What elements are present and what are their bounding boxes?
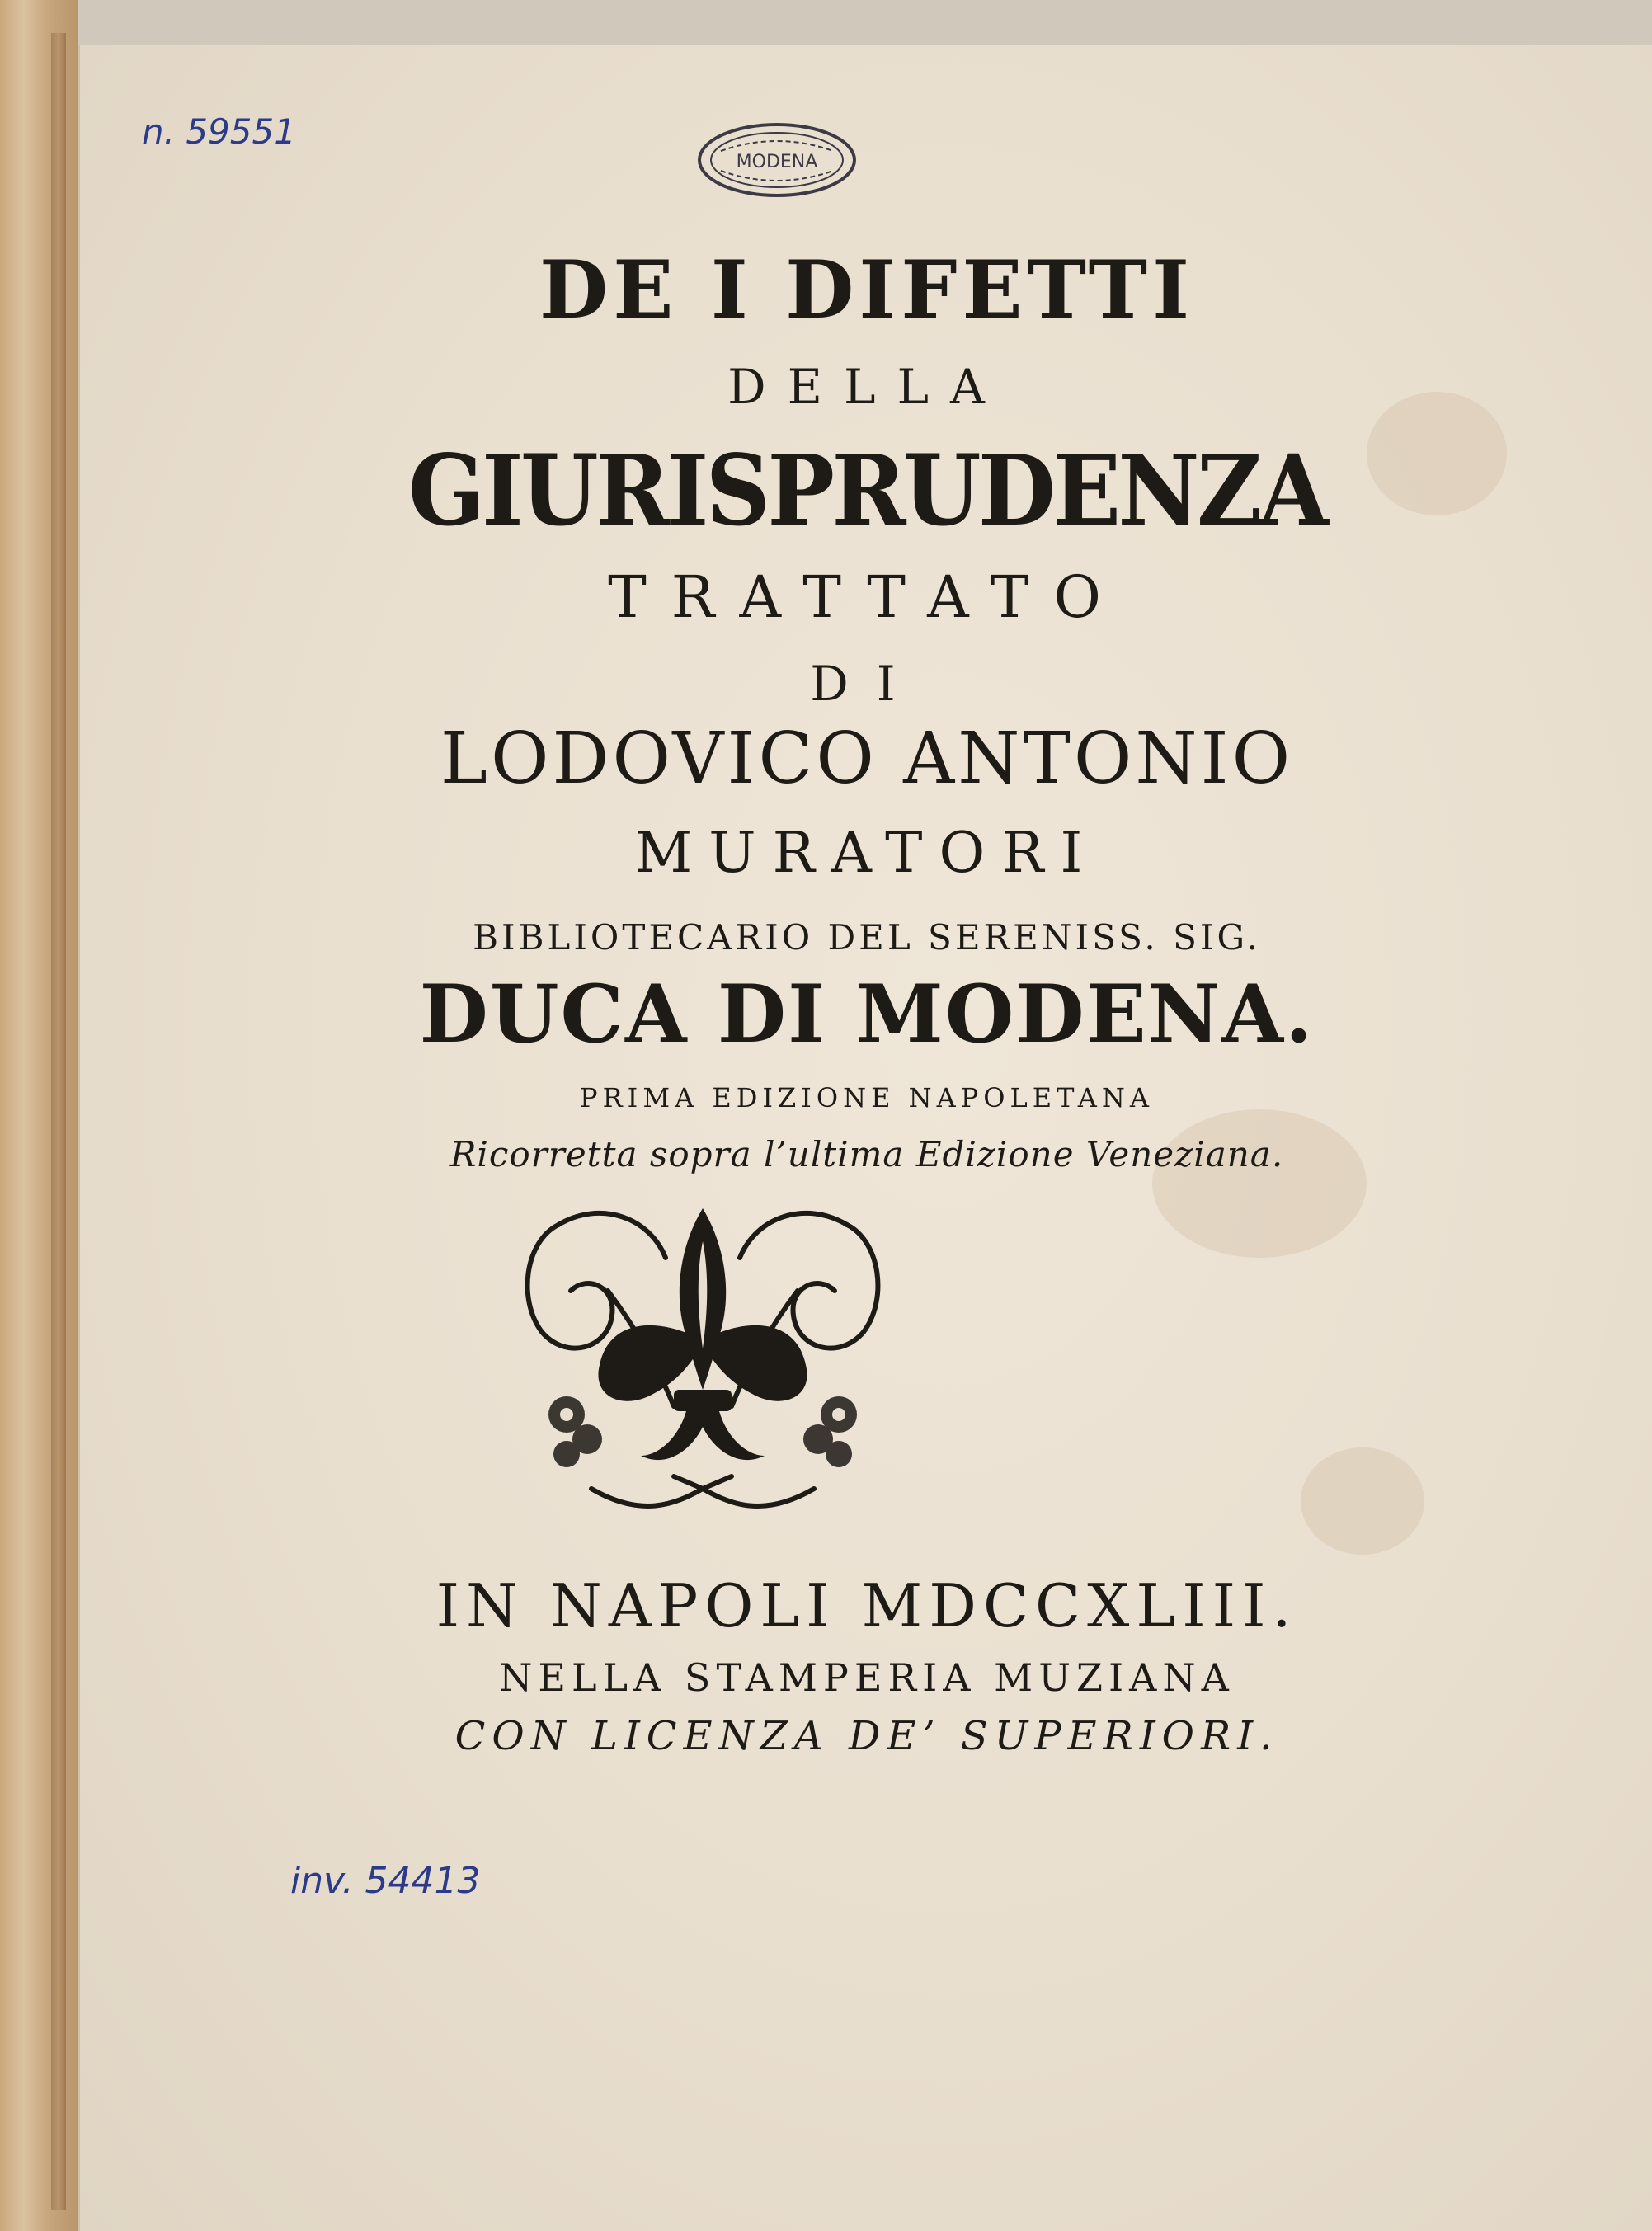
imprint-license [80,1713,1652,1759]
author-role-text: BIBLIOTECARIO DEL SERENISS. SIG. [473,917,1261,958]
edition-note-text: Ricorretta sopra l’ultima Edizione Veneziana. [449,1134,1284,1174]
foxing-stain [1301,1447,1424,1555]
imprint-printer-text: NELLA STAMPERIA MUZIANA [499,1655,1235,1700]
title-line-2-text: DELLA [727,359,1006,415]
foxing-stain [1152,1109,1367,1258]
handwritten-inventory-number: inv. 54413 [290,1860,481,1902]
stamp-text: MODENA [736,152,818,172]
imprint-license-text: CON LICENZA DE’ SUPERIORI. [454,1713,1279,1759]
title-line-3-text: GIURISPRUDENZA [407,433,1326,548]
title-line-5-text: DI [810,656,924,712]
edition-line-text: PRIMA EDIZIONE NAPOLETANA [580,1082,1154,1113]
title-line-4-text: TRATTATO [608,563,1126,631]
patron-line-text: DUCA DI MODENA. [419,967,1315,1061]
edition-line [80,1082,1652,1113]
author-line-1 [80,718,1652,800]
title-line-1 [80,243,1652,337]
handwritten-shelfmark: n. 59551 [142,111,296,152]
binding-shadow [51,33,66,2210]
author-line-2-text: MURATORI [634,821,1099,886]
author-line-2 [80,821,1652,886]
title-line-4 [80,563,1652,631]
imprint-printer [80,1655,1652,1700]
book-spine-edge [0,0,78,2231]
title-page [78,45,1652,2231]
fleur-de-lis-ornament-icon [509,1192,897,1546]
title-line-1-text: DE I DIFETTI [539,243,1194,337]
imprint-place-date-text: IN NAPOLI MDCCXLIII. [435,1571,1298,1640]
author-role [80,917,1652,958]
imprint-place-date [80,1571,1652,1640]
title-line-5 [80,656,1652,712]
edition-note [80,1134,1652,1174]
patron-line [80,967,1652,1061]
library-stamp [694,120,859,200]
author-line-1-text: LODOVICO ANTONIO [440,718,1294,800]
title-line-2 [80,359,1652,415]
title-line-3 [143,433,1590,548]
